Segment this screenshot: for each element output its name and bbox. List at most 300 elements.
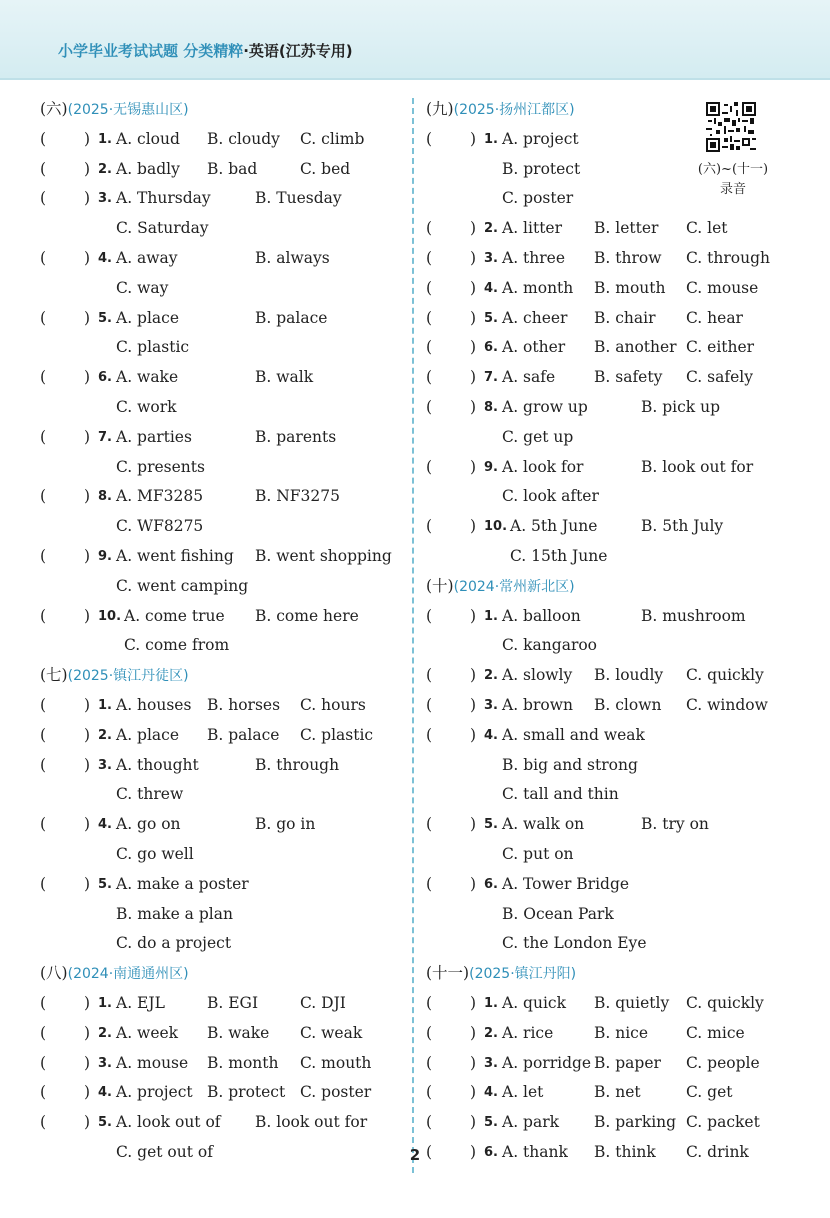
answer-blank-close: ) <box>470 1083 477 1102</box>
question-row <box>40 125 400 155</box>
question-row-continued <box>40 453 400 483</box>
question-row-continued <box>40 840 400 870</box>
answer-option: A. Tower Bridge <box>502 874 630 893</box>
question-row-continued <box>426 780 796 810</box>
answer-option: A. go on <box>116 815 181 834</box>
section-source: (2025·镇江丹徒区) <box>67 668 189 685</box>
answer-option: B. another <box>594 338 677 357</box>
question-row <box>426 1019 796 1049</box>
answer-blank-close: ) <box>470 666 477 685</box>
answer-option: A. parties <box>116 427 192 446</box>
answer-option: B. clown <box>594 695 662 714</box>
question-row-continued <box>40 929 400 959</box>
answer-blank-open[interactable]: ( <box>40 129 47 148</box>
section-heading <box>40 95 400 125</box>
answer-option: C. safely <box>686 368 753 387</box>
answer-blank-close: ) <box>84 248 91 267</box>
answer-option: A. grow up <box>502 397 588 416</box>
answer-blank-close: ) <box>84 1083 91 1102</box>
answer-blank-close: ) <box>470 993 477 1012</box>
answer-option: C. look after <box>502 487 599 506</box>
question-row-continued <box>426 423 796 453</box>
answer-option: B. through <box>255 755 340 774</box>
answer-option: C. way <box>116 278 169 297</box>
answer-option: C. presents <box>116 457 205 476</box>
answer-option: C. window <box>686 695 768 714</box>
answer-option: C. hours <box>300 695 366 714</box>
answer-option: A. MF3285 <box>116 487 204 506</box>
question-row <box>426 363 796 393</box>
question-number: 3. <box>98 191 112 207</box>
question-row <box>426 870 796 900</box>
question-number: 1. <box>484 995 498 1011</box>
answer-option: A. cheer <box>502 308 568 327</box>
question-number: 5. <box>98 310 112 326</box>
answer-option: C. poster <box>502 189 574 208</box>
question-number: 5. <box>98 876 112 892</box>
answer-blank-close: ) <box>84 308 91 327</box>
question-row-continued <box>426 751 796 781</box>
answer-option: C. hear <box>686 308 743 327</box>
question-row <box>40 304 400 334</box>
answer-option: C. get up <box>502 427 574 446</box>
answer-blank-open[interactable]: ( <box>40 1113 47 1132</box>
answer-option: A. quick <box>502 993 566 1012</box>
answer-option: B. chair <box>594 308 656 327</box>
answer-option: A. park <box>502 1113 560 1132</box>
answer-option: A. safe <box>502 368 556 387</box>
answer-option: C. let <box>686 219 728 238</box>
section-heading <box>426 959 796 989</box>
answer-option: C. packet <box>686 1113 760 1132</box>
question-row <box>426 274 796 304</box>
question-row <box>40 244 400 274</box>
answer-blank-open[interactable]: ( <box>426 695 433 714</box>
question-row <box>426 393 796 423</box>
answer-option: B. always <box>255 248 330 267</box>
question-row-continued <box>40 274 400 304</box>
question-row <box>426 1078 796 1108</box>
answer-blank-open[interactable]: ( <box>426 1023 433 1042</box>
answer-blank-close: ) <box>84 815 91 834</box>
question-number: 10. <box>484 519 508 535</box>
question-number: 8. <box>98 489 112 505</box>
question-row <box>40 423 400 453</box>
question-row <box>40 542 400 572</box>
question-number: 1. <box>98 697 112 713</box>
question-row <box>40 1108 400 1138</box>
answer-blank-open[interactable]: ( <box>40 606 47 625</box>
answer-option: B. 5th July <box>641 517 724 536</box>
answer-option: A. project <box>502 129 579 148</box>
answer-blank-close: ) <box>84 487 91 506</box>
answer-blank-close: ) <box>84 755 91 774</box>
header-band <box>0 0 830 78</box>
answer-blank-open[interactable]: ( <box>40 815 47 834</box>
answer-option: A. Thursday <box>116 189 211 208</box>
question-number: 1. <box>98 131 112 147</box>
question-number: 6. <box>484 340 498 356</box>
answer-blank-close: ) <box>84 189 91 208</box>
answer-option: C. went camping <box>116 576 249 595</box>
answer-option: B. come here <box>255 606 359 625</box>
answer-option: A. badly <box>116 159 180 178</box>
page-number: 2 <box>409 1146 421 1164</box>
answer-option: C. Saturday <box>116 219 209 238</box>
question-row <box>426 512 796 542</box>
answer-blank-close: ) <box>470 457 477 476</box>
answer-blank-close: ) <box>470 1113 477 1132</box>
question-row-continued <box>40 780 400 810</box>
section-number: (十一) <box>426 964 470 983</box>
answer-option: A. come true <box>124 606 225 625</box>
answer-blank-open[interactable]: ( <box>426 815 433 834</box>
question-number: 9. <box>484 459 498 475</box>
question-row <box>40 870 400 900</box>
answer-blank-open[interactable]: ( <box>40 1023 47 1042</box>
answer-option: B. quietly <box>594 993 670 1012</box>
question-number: 10. <box>98 608 122 624</box>
answer-option: A. place <box>116 725 180 744</box>
answer-option: A. three <box>502 248 566 267</box>
question-row <box>426 453 796 483</box>
question-number: 3. <box>484 1055 498 1071</box>
answer-option: B. Ocean Park <box>502 904 614 923</box>
answer-option: C. get <box>686 1083 733 1102</box>
question-number: 2. <box>98 1025 112 1041</box>
question-number: 4. <box>98 817 112 833</box>
answer-option: B. look out for <box>255 1113 368 1132</box>
answer-blank-close: ) <box>470 278 477 297</box>
answer-option: B. paper <box>594 1053 661 1072</box>
question-row-continued <box>40 572 400 602</box>
answer-option: B. parking <box>594 1113 677 1132</box>
answer-option: A. houses <box>116 695 192 714</box>
book-title-sub: ·英语(江苏专用) <box>243 42 353 60</box>
question-number: 1. <box>484 608 498 624</box>
question-row-continued <box>40 393 400 423</box>
answer-option: C. 15th June <box>510 546 608 565</box>
answer-blank-close: ) <box>470 397 477 416</box>
answer-blank-open[interactable]: ( <box>426 457 433 476</box>
question-number: 2. <box>98 161 112 177</box>
answer-blank-close: ) <box>470 368 477 387</box>
answer-blank-close: ) <box>470 874 477 893</box>
answer-option: B. think <box>594 1142 656 1161</box>
answer-blank-open[interactable]: ( <box>426 1083 433 1102</box>
answer-blank-open[interactable]: ( <box>40 695 47 714</box>
answer-blank-close: ) <box>470 517 477 536</box>
answer-blank-close: ) <box>470 1023 477 1042</box>
answer-option: C. WF8275 <box>116 517 204 536</box>
answer-option: B. EGI <box>207 993 259 1012</box>
question-row <box>40 1019 400 1049</box>
answer-blank-close: ) <box>470 219 477 238</box>
section-heading <box>40 661 400 691</box>
answer-blank-open[interactable]: ( <box>426 1053 433 1072</box>
answer-option: B. went shopping <box>255 546 392 565</box>
question-row-continued <box>40 631 400 661</box>
answer-option: A. other <box>502 338 566 357</box>
answer-option: A. week <box>116 1023 179 1042</box>
question-row <box>426 989 796 1019</box>
answer-blank-open[interactable]: ( <box>40 725 47 744</box>
answer-blank-open[interactable]: ( <box>426 338 433 357</box>
answer-blank-open[interactable]: ( <box>426 368 433 387</box>
answer-option: A. brown <box>502 695 573 714</box>
answer-blank-close: ) <box>84 725 91 744</box>
question-row <box>40 363 400 393</box>
answer-blank-open[interactable]: ( <box>426 606 433 625</box>
answer-blank-open[interactable]: ( <box>40 368 47 387</box>
answer-blank-open[interactable]: ( <box>426 993 433 1012</box>
question-number: 4. <box>484 280 498 296</box>
question-row <box>426 214 796 244</box>
answer-blank-open[interactable]: ( <box>40 248 47 267</box>
answer-blank-open[interactable]: ( <box>426 219 433 238</box>
answer-blank-open[interactable]: ( <box>40 308 47 327</box>
answer-blank-close: ) <box>84 427 91 446</box>
answer-option: B. palace <box>207 725 280 744</box>
question-row <box>40 1049 400 1079</box>
answer-option: C. poster <box>300 1083 372 1102</box>
question-row <box>426 333 796 363</box>
answer-option: C. mice <box>686 1023 745 1042</box>
answer-blank-open[interactable]: ( <box>40 189 47 208</box>
answer-blank-open[interactable]: ( <box>426 725 433 744</box>
question-number: 7. <box>98 429 112 445</box>
answer-option: A. look for <box>502 457 584 476</box>
answer-blank-open[interactable]: ( <box>426 1142 433 1161</box>
question-row-continued <box>426 482 796 512</box>
answer-blank-close: ) <box>84 695 91 714</box>
answer-blank-open[interactable]: ( <box>40 1083 47 1102</box>
answer-blank-open[interactable]: ( <box>40 546 47 565</box>
question-number: 3. <box>98 757 112 773</box>
answer-option: A. balloon <box>502 606 581 625</box>
answer-blank-close: ) <box>470 606 477 625</box>
question-number: 5. <box>484 1115 498 1131</box>
answer-option: C. quickly <box>686 666 764 685</box>
answer-option: A. let <box>502 1083 544 1102</box>
answer-option: C. kangaroo <box>502 636 598 655</box>
answer-blank-open[interactable]: ( <box>40 993 47 1012</box>
answer-option: C. drink <box>686 1142 749 1161</box>
section-source: (2025·扬州江都区) <box>453 102 575 118</box>
question-row <box>40 810 400 840</box>
question-number: 2. <box>484 668 498 684</box>
answer-option: B. loudly <box>594 666 664 685</box>
question-number: 6. <box>98 370 112 386</box>
answer-blank-open[interactable]: ( <box>426 666 433 685</box>
answer-blank-close: ) <box>84 1023 91 1042</box>
answer-blank-close: ) <box>470 725 477 744</box>
question-number: 2. <box>484 221 498 237</box>
answer-blank-close: ) <box>84 368 91 387</box>
question-row <box>40 155 400 185</box>
answer-option: B. try on <box>641 815 709 834</box>
section-heading <box>426 572 796 602</box>
answer-blank-close: ) <box>84 129 91 148</box>
qr-code-icon[interactable] <box>706 102 756 152</box>
answer-blank-open[interactable]: ( <box>426 278 433 297</box>
question-row <box>40 184 400 214</box>
answer-option: B. letter <box>594 219 659 238</box>
question-row-continued <box>426 542 796 572</box>
answer-option: B. NF3275 <box>255 487 341 506</box>
question-row-continued <box>40 333 400 363</box>
answer-option: C. weak <box>300 1023 363 1042</box>
answer-blank-close: ) <box>470 129 477 148</box>
answer-option: B. cloudy <box>207 129 280 148</box>
answer-option: A. rice <box>502 1023 554 1042</box>
question-row <box>426 244 796 274</box>
question-row <box>426 661 796 691</box>
answer-option: C. people <box>686 1053 760 1072</box>
section-source: (2025·镇江丹阳) <box>469 966 577 983</box>
answer-option: A. month <box>502 278 574 297</box>
question-row <box>426 1049 796 1079</box>
answer-blank-open[interactable]: ( <box>426 517 433 536</box>
answer-option: B. throw <box>594 248 662 267</box>
answer-blank-close: ) <box>84 546 91 565</box>
answer-blank-close: ) <box>470 815 477 834</box>
answer-option: B. horses <box>207 695 281 714</box>
question-number: 2. <box>98 727 112 743</box>
section-source: (2024·常州新北区) <box>453 578 575 595</box>
section-source: (2025·无锡惠山区) <box>67 102 189 118</box>
answer-option: B. big and strong <box>502 755 638 774</box>
answer-option: A. make a poster <box>116 874 249 893</box>
answer-option: C. mouse <box>686 278 759 297</box>
answer-option: B. walk <box>255 368 314 387</box>
answer-option: C. come from <box>124 636 230 655</box>
left-column <box>40 95 400 1168</box>
answer-option: A. slowly <box>502 666 573 685</box>
answer-blank-close: ) <box>470 308 477 327</box>
header-divider <box>0 78 830 80</box>
question-number: 6. <box>484 1144 498 1160</box>
answer-blank-open[interactable]: ( <box>426 129 433 148</box>
answer-blank-open[interactable]: ( <box>426 874 433 893</box>
answer-option: C. through <box>686 248 771 267</box>
answer-blank-open[interactable]: ( <box>40 159 47 178</box>
answer-blank-open[interactable]: ( <box>40 487 47 506</box>
answer-option: A. thank <box>502 1142 568 1161</box>
question-row <box>426 691 796 721</box>
section-heading <box>40 959 400 989</box>
answer-blank-open[interactable]: ( <box>40 874 47 893</box>
answer-option: B. mouth <box>594 278 666 297</box>
answer-blank-close: ) <box>470 1142 477 1161</box>
qr-label-audio: 录音 <box>719 182 746 197</box>
question-number: 4. <box>98 250 112 266</box>
answer-blank-open[interactable]: ( <box>426 397 433 416</box>
question-row <box>40 751 400 781</box>
question-row-continued <box>426 840 796 870</box>
question-number: 1. <box>484 131 498 147</box>
answer-option: A. porridge <box>502 1053 592 1072</box>
answer-option: B. Tuesday <box>255 189 342 208</box>
answer-blank-open[interactable]: ( <box>40 427 47 446</box>
answer-option: A. cloud <box>116 129 180 148</box>
answer-option: B. protect <box>502 159 581 178</box>
section-number: (九) <box>426 100 454 118</box>
answer-option: B. look out for <box>641 457 754 476</box>
answer-option: B. parents <box>255 427 337 446</box>
question-row <box>40 1078 400 1108</box>
answer-blank-close: ) <box>84 159 91 178</box>
answer-blank-close: ) <box>84 993 91 1012</box>
question-number: 8. <box>484 399 498 415</box>
answer-blank-open[interactable]: ( <box>426 1113 433 1132</box>
answer-blank-close: ) <box>84 874 91 893</box>
question-row-continued <box>40 900 400 930</box>
answer-option: B. go in <box>255 815 316 834</box>
question-row <box>426 602 796 632</box>
answer-option: B. palace <box>255 308 328 327</box>
answer-option: A. small and weak <box>502 725 645 744</box>
answer-option: B. net <box>594 1083 641 1102</box>
answer-blank-close: ) <box>470 338 477 357</box>
question-row <box>40 482 400 512</box>
answer-option: C. quickly <box>686 993 764 1012</box>
book-title <box>58 40 353 61</box>
answer-option: C. plastic <box>116 338 190 357</box>
answer-option: C. put on <box>502 844 574 863</box>
answer-option: C. threw <box>116 785 184 804</box>
answer-option: C. get out of <box>116 1142 213 1161</box>
question-row <box>40 989 400 1019</box>
section-source: (2024·南通通州区) <box>67 966 189 983</box>
answer-option: A. wake <box>116 368 179 387</box>
answer-blank-close: ) <box>470 248 477 267</box>
answer-blank-open[interactable]: ( <box>40 1053 47 1072</box>
section-number: (六) <box>40 100 68 118</box>
question-row-continued <box>426 900 796 930</box>
question-row <box>426 721 796 751</box>
question-row <box>40 602 400 632</box>
question-row <box>426 1108 796 1138</box>
answer-option: C. go well <box>116 844 194 863</box>
section-number: (八) <box>40 964 68 983</box>
question-number: 6. <box>484 876 498 892</box>
answer-option: A. thought <box>116 755 199 774</box>
answer-blank-open[interactable]: ( <box>426 308 433 327</box>
answer-option: C. DJI <box>300 993 346 1012</box>
column-divider <box>412 98 414 1173</box>
question-number: 4. <box>98 1085 112 1101</box>
answer-option: C. tall and thin <box>502 785 619 804</box>
answer-option: C. work <box>116 397 177 416</box>
answer-option: C. plastic <box>300 725 374 744</box>
question-row <box>40 721 400 751</box>
answer-option: C. climb <box>300 129 365 148</box>
answer-option: A. project <box>116 1083 193 1102</box>
answer-blank-open[interactable]: ( <box>426 248 433 267</box>
answer-option: A. went fishing <box>116 546 234 565</box>
answer-option: B. month <box>207 1053 279 1072</box>
right-column <box>426 95 796 1168</box>
answer-option: A. walk on <box>502 815 585 834</box>
answer-blank-open[interactable]: ( <box>40 755 47 774</box>
answer-blank-close: ) <box>470 1053 477 1072</box>
answer-option: C. do a project <box>116 934 232 953</box>
section-number: (十) <box>426 576 454 595</box>
question-number: 1. <box>98 995 112 1011</box>
answer-option: B. safety <box>594 368 663 387</box>
answer-option: B. protect <box>207 1083 286 1102</box>
